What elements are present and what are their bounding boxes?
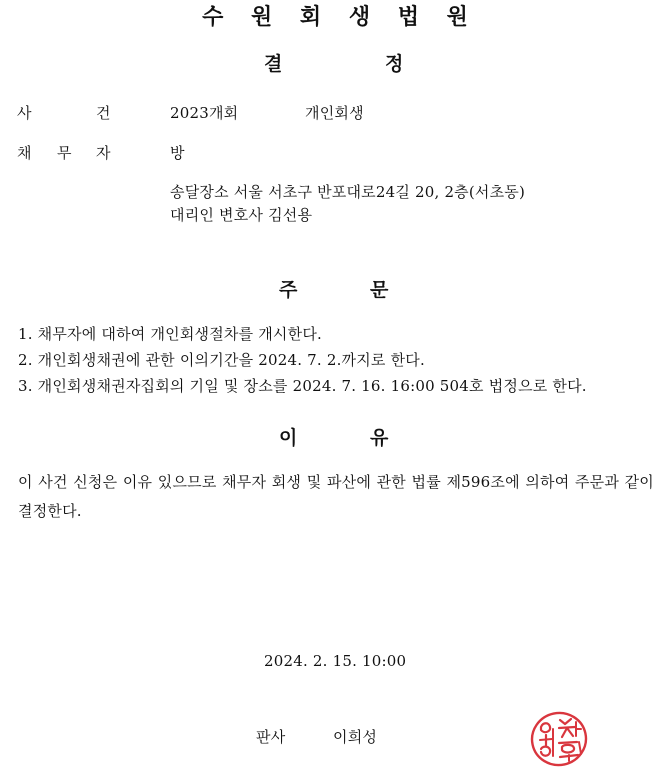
- reason-heading-right: 유: [370, 427, 389, 449]
- judge-title: 판사: [256, 728, 286, 746]
- debtor-name: 방: [170, 144, 185, 162]
- judge-name: 이희성: [333, 728, 378, 746]
- decision-date: 2024. 2. 15. 10:00: [264, 652, 407, 670]
- court-name: 수 원 회 생 법 원: [202, 5, 469, 30]
- debtor-label-char-3: 자: [96, 144, 111, 162]
- case-label-char-1: 사: [17, 104, 32, 122]
- debtor-label-char-1: 채: [17, 144, 32, 162]
- debtor-label-char-2: 무: [57, 144, 72, 162]
- case-label-char-2: 건: [96, 104, 111, 122]
- order-heading-right: 문: [370, 279, 389, 301]
- reason-heading-left: 이: [279, 427, 298, 449]
- case-type: 개인회생: [305, 104, 364, 122]
- case-number: 2023개회: [170, 104, 239, 122]
- service-address: 송달장소 서울 서초구 반포대로24길 20, 2층(서초동): [170, 183, 526, 201]
- debtor-agent: 대리인 변호사 김선용: [170, 206, 313, 224]
- judge-seal-stamp: [529, 710, 589, 768]
- seal-icon: [529, 710, 589, 768]
- order-item-1: 1. 채무자에 대하여 개인회생절차를 개시한다.: [18, 325, 322, 343]
- reason-text: 이 사건 신청은 이유 있으므로 채무자 회생 및 파산에 관한 법률 제596조에 의하여 주문과 같이 결정한다.: [18, 473, 654, 520]
- doc-type-right: 정: [385, 53, 404, 75]
- doc-type-left: 결: [264, 53, 283, 75]
- order-heading-left: 주: [279, 279, 298, 301]
- order-item-2: 2. 개인회생채권에 관한 이의기간을 2024. 7. 2.까지로 한다.: [18, 351, 425, 369]
- order-item-3: 3. 개인회생채권자집회의 기일 및 장소를 2024. 7. 16. 16:00 504호 법정으로 한다.: [18, 377, 587, 395]
